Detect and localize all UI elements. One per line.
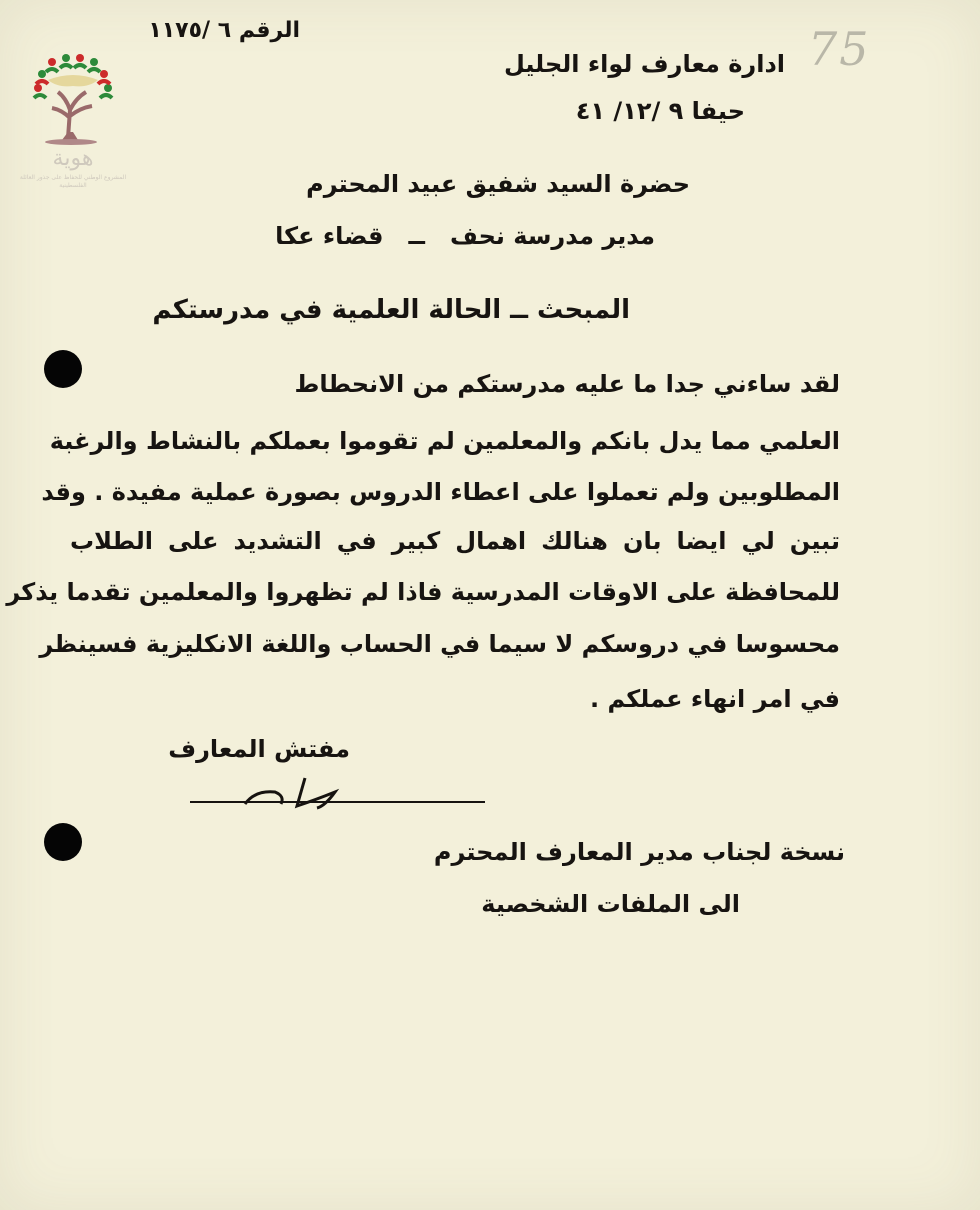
- department-name: ادارة معارف لواء الجليل: [503, 50, 785, 78]
- tree-logo-icon: [18, 50, 128, 150]
- archive-number: 75: [808, 22, 871, 76]
- body-line-4: تبين لي ايضا بان هنالك اهمال كبير في التشديد على الطلاب: [70, 527, 840, 555]
- body-line-5: للمحافظة على الاوقات المدرسية فاذا لم تظهروا والمعلمين تقدما يذكر: [6, 578, 840, 606]
- body-line-1: لقد ساءني جدا ما عليه مدرستكم من الانحطاط: [294, 370, 840, 398]
- body-line-6: محسوسا في دروسكم لا سيما في الحساب واللغة الانكليزية فسينظر: [39, 630, 840, 658]
- body-line-2: العلمي مما يدل بانكم والمعلمين لم تقوموا بعملكم بالنشاط والرغبة: [49, 427, 840, 455]
- cc-line-1: نسخة لجناب مدير المعارف المحترم: [433, 838, 845, 866]
- signature-title: مفتش المعارف: [168, 735, 350, 763]
- body-line-7: في امر انهاء عملكم .: [590, 685, 840, 713]
- handwritten-signature: [185, 770, 495, 820]
- punch-hole-top: [44, 350, 82, 388]
- addressee-line-1: حضرة السيد شفيق عبيد المحترم: [306, 170, 690, 198]
- reference-number: الرقم ٦ /١١٧٥: [148, 18, 300, 43]
- subject-line: المبحث ــ الحالة العلمية في مدرستكم: [152, 295, 630, 325]
- watermark-subtitle: المشروع الوطني للحفاظ على جذور العائلة الفلسطينية: [19, 174, 127, 189]
- cc-line-2: الى الملفات الشخصية: [481, 890, 740, 918]
- punch-hole-bottom: [44, 823, 82, 861]
- place-date: حيفا ٩ /١٢/ ٤١: [575, 97, 745, 125]
- addressee-line-2: مدير مدرسة نحف ــ قضاء عكا: [275, 222, 655, 250]
- watermark-logo: [18, 50, 128, 189]
- watermark-name: هوية: [52, 146, 94, 171]
- body-line-3: المطلوبين ولم تعملوا على اعطاء الدروس بصورة عملية مفيدة . وقد: [41, 478, 840, 506]
